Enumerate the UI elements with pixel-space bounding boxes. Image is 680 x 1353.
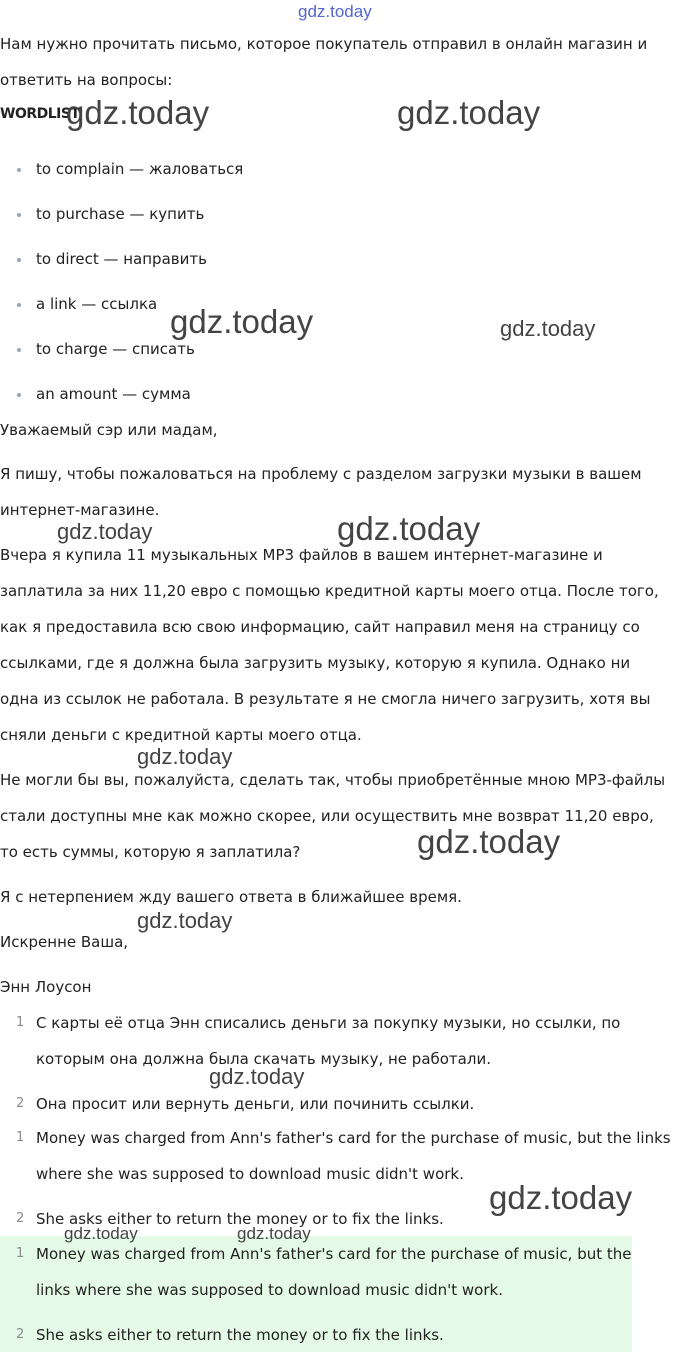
watermark: gdz.today xyxy=(209,1064,305,1089)
wordlist-label: WORDLIST xyxy=(0,106,80,122)
watermark: gdz.today xyxy=(489,1179,633,1216)
answers-english xyxy=(0,1120,680,1246)
answer-item: 2 She asks either to return the money or to fix the links. xyxy=(16,1210,444,1228)
letter-signature: Энн Лоусон xyxy=(0,978,92,996)
watermark: gdz.today xyxy=(137,744,233,769)
watermark: gdz.today xyxy=(237,1224,311,1243)
watermark: gdz.today xyxy=(337,510,481,547)
bullet-icon xyxy=(17,393,21,397)
watermark: gdz.today xyxy=(500,316,596,341)
watermark: gdz.today xyxy=(64,1224,138,1243)
watermark: gdz.today xyxy=(137,908,233,933)
watermark: gdz.today xyxy=(57,519,153,544)
wordlist-item: an amount — сумма xyxy=(0,376,680,421)
wordlist-item: to purchase — купить xyxy=(0,196,680,241)
answer-item: 1 Money was charged from Ann's father's card for the purchase of music, but the links where she was supposed to download music didn't work. xyxy=(16,1129,671,1183)
letter-paragraph: Вчера я купила 11 музыкальных MP3 файлов в вашем интернет-магазине и заплатила за них 11,20 евро с помощью кредитной карты моего отца. После того, как я предоставила всю свою информацию, сайт направил меня на страницу со ссылками, где я должна была загрузить музыку, которую я купила. Однако ни одна из ссылок не работала. В результате я не смогла ничего загрузить, хотя вы сняли деньги с кредитной карты моего отца. xyxy=(0,546,659,744)
wordlist-item: to charge — списать xyxy=(0,331,680,376)
wordlist-item: a link — ссылка xyxy=(0,286,680,331)
answer-item: 1 Money was charged from Ann's father's card for the purchase of music, but the links where she was supposed to download music didn't work. xyxy=(16,1245,632,1299)
answers-final xyxy=(0,1236,632,1352)
letter-paragraph: Я пишу, чтобы пожаловаться на проблему с разделом загрузки музыки в вашем интернет-магазине. xyxy=(0,465,642,519)
answer-item: 2 She asks either to return the money or to fix the links. xyxy=(16,1326,444,1344)
answer-item: 2 Она просит или вернуть деньги, или починить ссылки. xyxy=(16,1095,475,1113)
watermark: gdz.today xyxy=(397,94,541,131)
wordlist xyxy=(0,151,680,421)
intro-text: Нам нужно прочитать письмо, которое покупатель отправил в онлайн магазин и ответить на вопросы: xyxy=(0,35,648,89)
watermark: gdz.today xyxy=(298,2,372,21)
bullet-icon xyxy=(17,168,21,172)
letter-greeting: Уважаемый сэр или мадам, xyxy=(0,421,218,439)
answer-item: 1 С карты её отца Энн списались деньги за покупку музыки, но ссылки, по которым она должна была скачать музыку, не работали. xyxy=(16,1014,621,1068)
watermark: gdz.today xyxy=(417,823,561,860)
bullet-icon xyxy=(17,258,21,262)
letter-closing: Искренне Ваша, xyxy=(0,933,129,951)
bullet-icon xyxy=(17,303,21,307)
wordlist-item: to direct — направить xyxy=(0,241,680,286)
wordlist-item: to complain — жаловаться xyxy=(0,151,680,196)
watermark: gdz.today xyxy=(66,94,210,131)
bullet-icon xyxy=(17,348,21,352)
watermark: gdz.today xyxy=(170,303,314,340)
answers-russian xyxy=(0,1005,680,1131)
letter-paragraph: Не могли бы вы, пожалуйста, сделать так, чтобы приобретённые мною MP3-файлы стали доступны мне как можно скорее, или осуществить мне возврат 11,20 евро, то есть суммы, которую я заплатила? xyxy=(0,771,666,861)
letter-paragraph: Я с нетерпением жду вашего ответа в ближайшее время. xyxy=(0,888,462,906)
bullet-icon xyxy=(17,213,21,217)
